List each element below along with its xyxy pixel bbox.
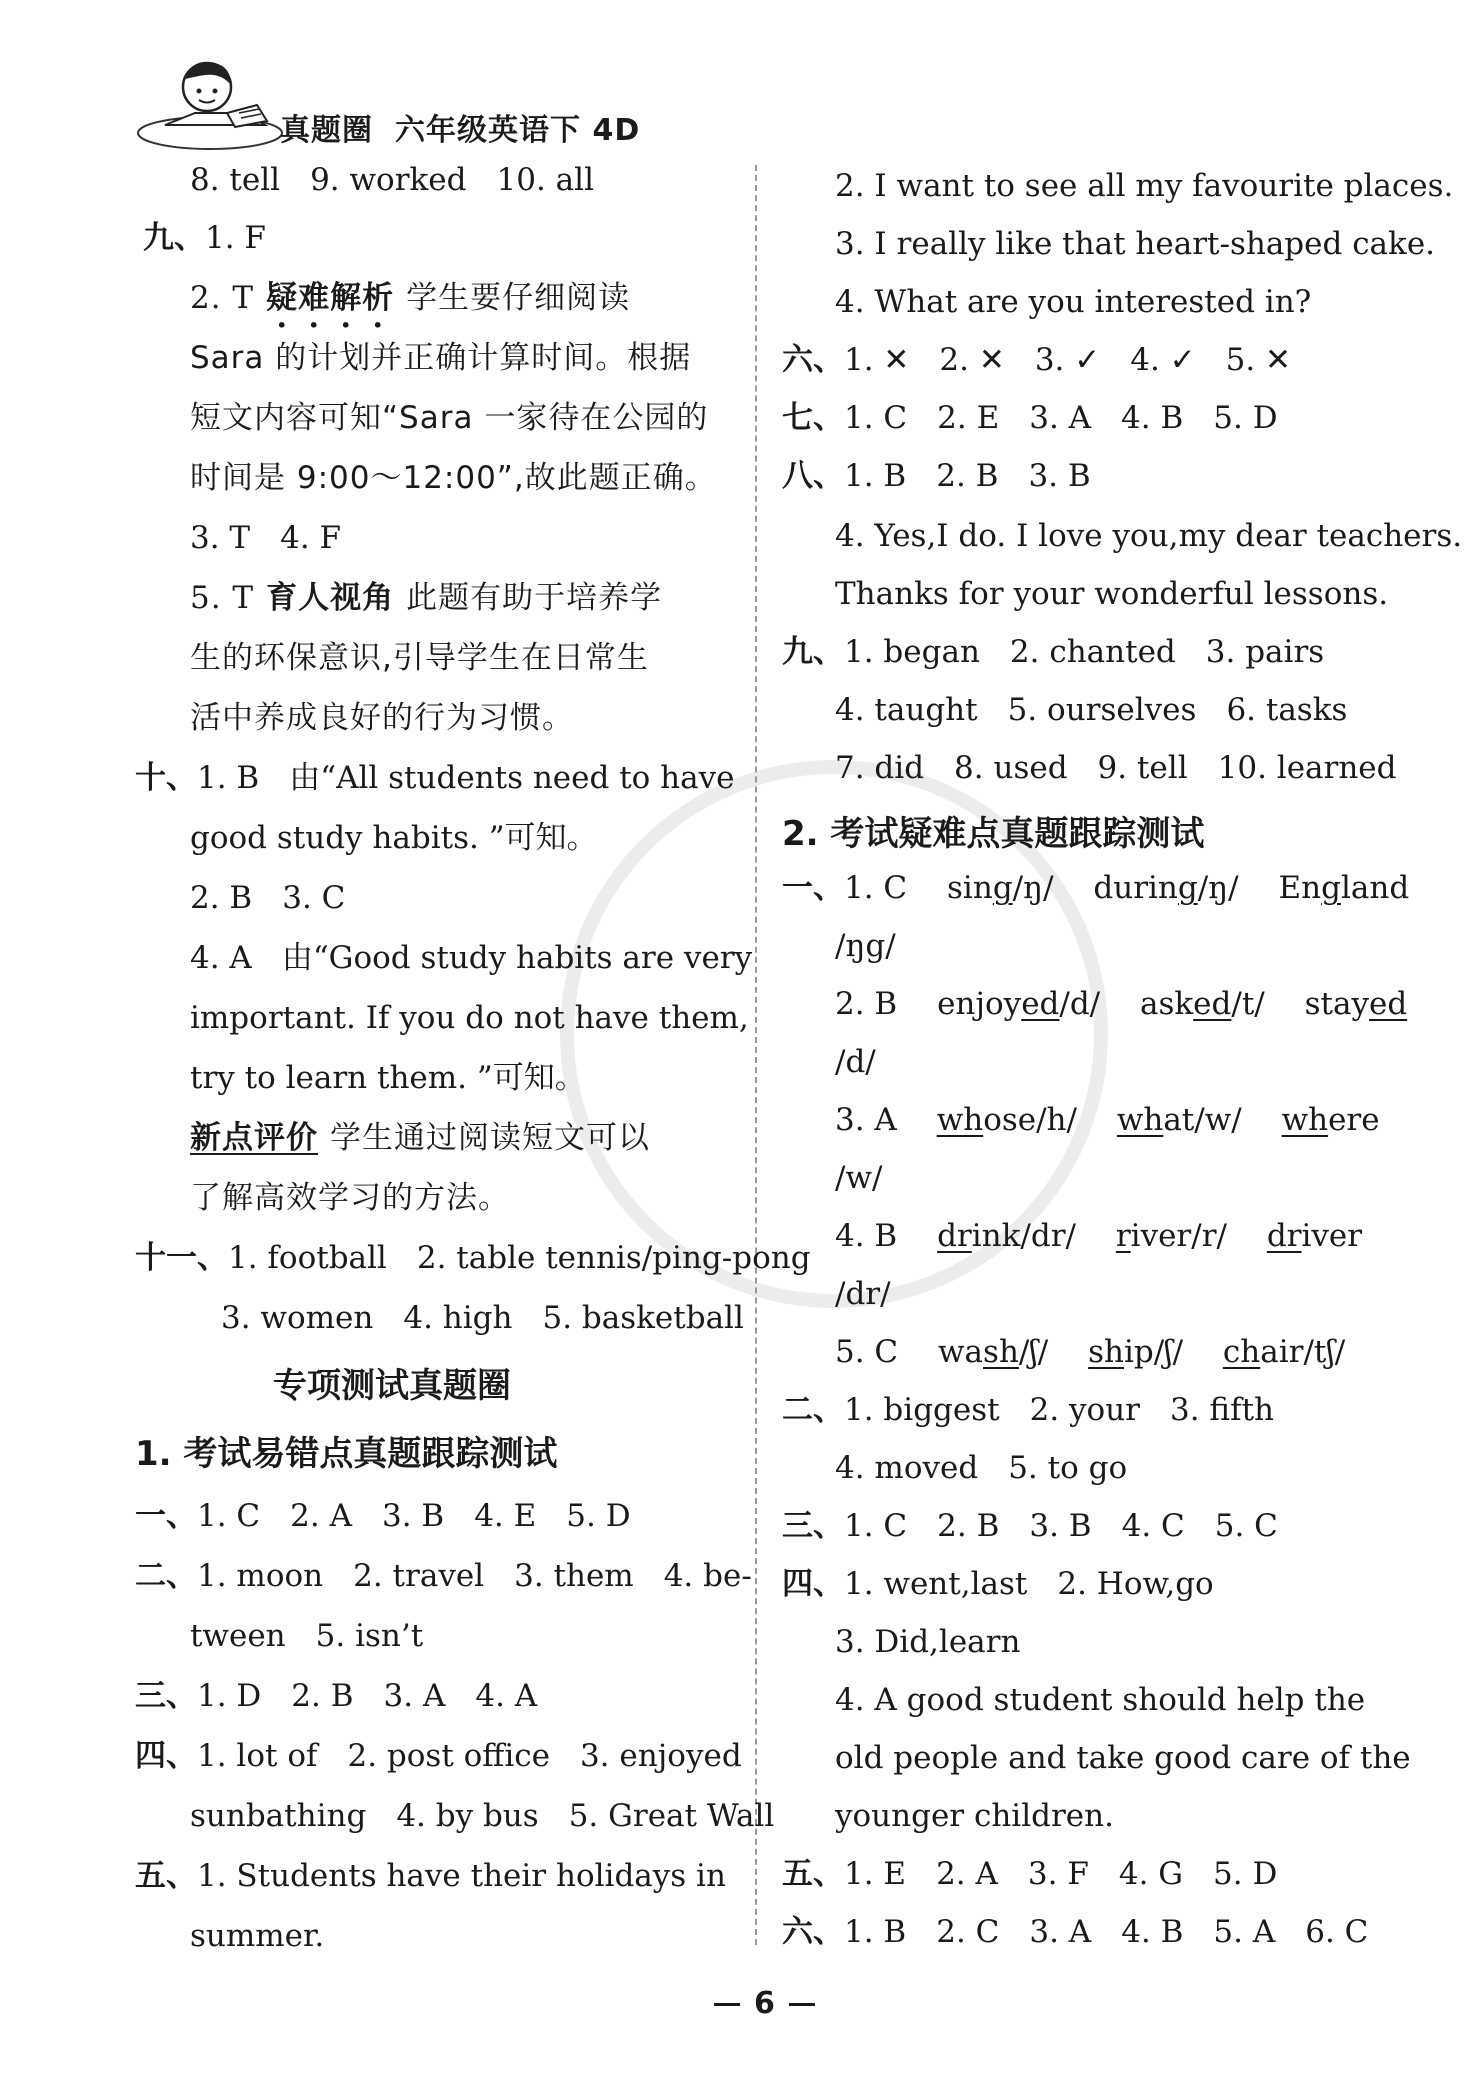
answer-line: 4. A good student should help the bbox=[835, 1682, 1366, 1718]
explanation-text: Sara 的计划并正确计算时间。根据 bbox=[190, 340, 692, 376]
answer-line: 十一、1. football 2. table tennis/ping-pong bbox=[135, 1240, 811, 1276]
answer-line: 九、1. F bbox=[143, 220, 266, 256]
answer-line: 2. T 疑难解析 学生要仔细阅读 bbox=[190, 280, 631, 316]
page-number: 6 bbox=[700, 1986, 829, 2021]
explanation-text: important. If you do not have them, bbox=[190, 1000, 749, 1036]
answer-line: 7. did 8. used 9. tell 10. learned bbox=[835, 750, 1397, 786]
answer-line: 三、1. D 2. B 3. A 4. A bbox=[135, 1678, 538, 1714]
answer-line: 3. I really like that heart-shaped cake. bbox=[835, 226, 1436, 262]
answer-line: 4. What are you interested in? bbox=[835, 284, 1312, 320]
answer-line: /w/ bbox=[835, 1160, 883, 1196]
answer-line: 四、1. lot of 2. post office 3. enjoyed bbox=[135, 1738, 742, 1774]
answer-line: 2. I want to see all my favourite places. bbox=[835, 168, 1454, 204]
answer-line: 4. moved 5. to go bbox=[835, 1450, 1128, 1486]
answer-line: /d/ bbox=[835, 1044, 876, 1080]
answer-line: 五、1. E 2. A 3. F 4. G 5. D bbox=[782, 1856, 1278, 1892]
column-divider bbox=[755, 165, 757, 1945]
answer-line: 4. B drink/dr/ river/r/ driver bbox=[835, 1218, 1363, 1254]
answer-line: 5. T 育人视角 此题有助于培养学 bbox=[190, 580, 663, 616]
answer-line: 六、1. ✕ 2. ✕ 3. ✓ 4. ✓ 5. ✕ bbox=[782, 342, 1292, 378]
answer-line: 二、1. biggest 2. your 3. fifth bbox=[782, 1392, 1275, 1428]
answer-line: 3. Did,learn bbox=[835, 1624, 1021, 1660]
brand-name: 真题圈 bbox=[280, 113, 373, 148]
answer-line: 3. T 4. F bbox=[190, 520, 342, 556]
answer-line: 5. C wash/ʃ/ ship/ʃ/ chair/tʃ/ bbox=[835, 1334, 1346, 1370]
header-title bbox=[280, 105, 640, 149]
answer-line: 八、1. B 2. B 3. B bbox=[782, 458, 1091, 494]
answer-line: 4. taught 5. ourselves 6. tasks bbox=[835, 692, 1348, 728]
explanation-text: 生的环保意识,引导学生在日常生 bbox=[190, 640, 649, 676]
answer-line: younger children. bbox=[835, 1798, 1114, 1834]
answer-line: 3. A whose/h/ what/w/ where bbox=[835, 1102, 1380, 1138]
answer-line: 2. B enjoyed/d/ asked/t/ stayed bbox=[835, 986, 1408, 1022]
tag-evaluation: 新点评价 bbox=[190, 1120, 318, 1156]
answer-line: 2. B 3. C bbox=[190, 880, 346, 916]
answer-line: 8. tell 9. worked 10. all bbox=[190, 162, 594, 198]
explanation-text: 时间是 9:00～12:00”,故此题正确。 bbox=[190, 460, 717, 496]
answer-line: 4. Yes,I do. I love you,my dear teachers. bbox=[835, 518, 1463, 554]
explanation-text: 了解高效学习的方法。 bbox=[190, 1180, 510, 1216]
answer-line: tween 5. isn’t bbox=[190, 1618, 424, 1654]
answer-line: 新点评价 学生通过阅读短文可以 bbox=[190, 1120, 650, 1156]
answer-line: sunbathing 4. by bus 5. Great Wall bbox=[190, 1798, 775, 1834]
answer-line: 3. women 4. high 5. basketball bbox=[221, 1300, 744, 1336]
answer-line: /dr/ bbox=[835, 1276, 891, 1312]
answer-line: /ŋg/ bbox=[835, 928, 896, 964]
explanation-text: try to learn them. ”可知。 bbox=[190, 1060, 586, 1096]
answer-line: summer. bbox=[190, 1918, 325, 1954]
answer-line: 4. A 由“Good study habits are very bbox=[190, 940, 753, 976]
page-header bbox=[135, 55, 695, 155]
explanation-text: 短文内容可知“Sara 一家待在公园的 bbox=[190, 400, 709, 436]
answer-line: 四、1. went,last 2. How,go bbox=[782, 1566, 1214, 1602]
reading-boy-mascot-icon bbox=[135, 55, 285, 155]
tag-analysis: 疑难解析 bbox=[266, 280, 395, 316]
tag-education: 育人视角 bbox=[266, 580, 395, 616]
answer-line: old people and take good care of the bbox=[835, 1740, 1411, 1776]
section-heading: 专项测试真题圈 bbox=[273, 1366, 511, 1406]
answer-line: Thanks for your wonderful lessons. bbox=[835, 576, 1389, 612]
answer-line: 十、1. B 由“All students need to have bbox=[135, 760, 735, 796]
section-heading: 1. 考试易错点真题跟踪测试 bbox=[135, 1434, 558, 1474]
book-subject: 六年级英语下 4D bbox=[395, 113, 641, 148]
answer-line: 一、1. C sing/ŋ/ during/ŋ/ England bbox=[782, 870, 1410, 906]
answer-line: 七、1. C 2. E 3. A 4. B 5. D bbox=[782, 400, 1278, 436]
answer-line: 三、1. C 2. B 3. B 4. C 5. C bbox=[782, 1508, 1278, 1544]
answer-line: 六、1. B 2. C 3. A 4. B 5. A 6. C bbox=[782, 1914, 1369, 1950]
answer-line: 二、1. moon 2. travel 3. them 4. be- bbox=[135, 1558, 752, 1594]
explanation-text: 活中养成良好的行为习惯。 bbox=[190, 700, 574, 736]
answer-line: 一、1. C 2. A 3. B 4. E 5. D bbox=[135, 1498, 631, 1534]
explanation-text: good study habits. ”可知。 bbox=[190, 820, 598, 856]
answer-line: 五、1. Students have their holidays in bbox=[135, 1858, 726, 1894]
section-heading: 2. 考试疑难点真题跟踪测试 bbox=[782, 814, 1205, 854]
answer-line: 九、1. began 2. chanted 3. pairs bbox=[782, 634, 1325, 670]
